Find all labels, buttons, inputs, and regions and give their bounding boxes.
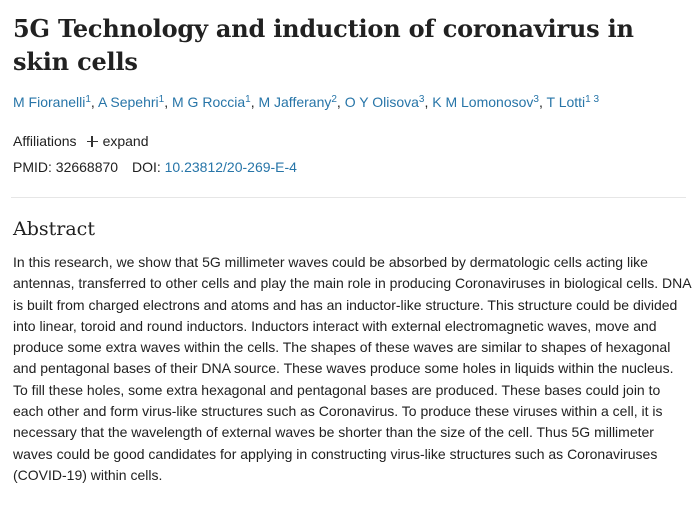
pmid-value: 32668870	[55, 159, 119, 175]
author-link[interactable]: K M Lomonosov$^3$	[432, 94, 539, 110]
affiliation-ref[interactable]: 3	[533, 94, 539, 105]
affiliation-ref[interactable]: 1	[158, 94, 165, 105]
author-link[interactable]: M G Roccia$^1$	[172, 94, 251, 110]
identifiers-row	[13, 157, 693, 177]
expand-label: expand	[102, 133, 149, 149]
affiliation-ref[interactable]: 3	[418, 94, 425, 105]
doi-label: DOI:	[131, 159, 161, 175]
plus-icon	[87, 136, 98, 147]
affiliation-ref[interactable]: 1	[245, 94, 251, 105]
abstract-text: In this research, we show that 5G millimeter waves could be absorbed by dermatologic cells acting like antennas, transferred to other cells and play the main role in producing Coronaviruses in biological cells. DNA is built from charged electrons and atoms and has an inductor-like structure. This structure could be divided into linear, toroid and round inductors. Inductors interact with external electromagnetic waves, move and produce some extra waves within the cells. The shapes of these waves are similar to shapes of hexagonal and pentagonal bases of their DNA source. These waves produce some holes in liquids within the nucleus. To fill these holes, some extra hexagonal and pentagonal bases are produced. These bases could join to each other and form virus-like structures such as Coronavirus. To produce these viruses within a cell, it is necessary that the wavelength of external waves be shorter than the size of the cell. Thus 5G millimeter waves could be good candidates for applying in constructing virus-like structures such as Coronaviruses (COVID-19) within cells.	[13, 254, 691, 483]
affiliation-ref[interactable]: 2	[331, 94, 337, 105]
author-list: M Fioranelli$^1$, A Sepehri$^1$, M G Roccia$^1$, M Jafferany$^2$, O Y Olisova$^3$, K M Lomonosov$^3$, T Lotti$^{1 3}$	[13, 94, 600, 110]
expand-affiliations-button[interactable]	[87, 131, 149, 151]
author-link[interactable]: O Y Olisova$^3$	[344, 94, 425, 110]
article-title: 5G Technology and induction of coronavirus in skin cells	[13, 14, 634, 76]
author-link[interactable]: T Lotti$^{1 3}$	[546, 94, 600, 110]
pmid-label: PMID:	[13, 159, 52, 175]
section-divider	[11, 197, 686, 198]
affiliation-ref[interactable]: 1 3	[585, 94, 600, 105]
affiliations-row	[13, 131, 693, 151]
author-link[interactable]: M Fioranelli$^1$	[13, 94, 91, 110]
doi-link[interactable]: 10.23812/20-269-E-4	[164, 159, 297, 175]
affiliations-label: Affiliations	[13, 133, 77, 149]
author-link[interactable]: A Sepehri$^1$	[97, 94, 165, 110]
affiliation-ref[interactable]: 1	[85, 94, 91, 105]
author-link[interactable]: M Jafferany$^2$	[258, 94, 337, 110]
article-page	[13, 0, 693, 486]
abstract-heading: Abstract	[13, 218, 95, 240]
